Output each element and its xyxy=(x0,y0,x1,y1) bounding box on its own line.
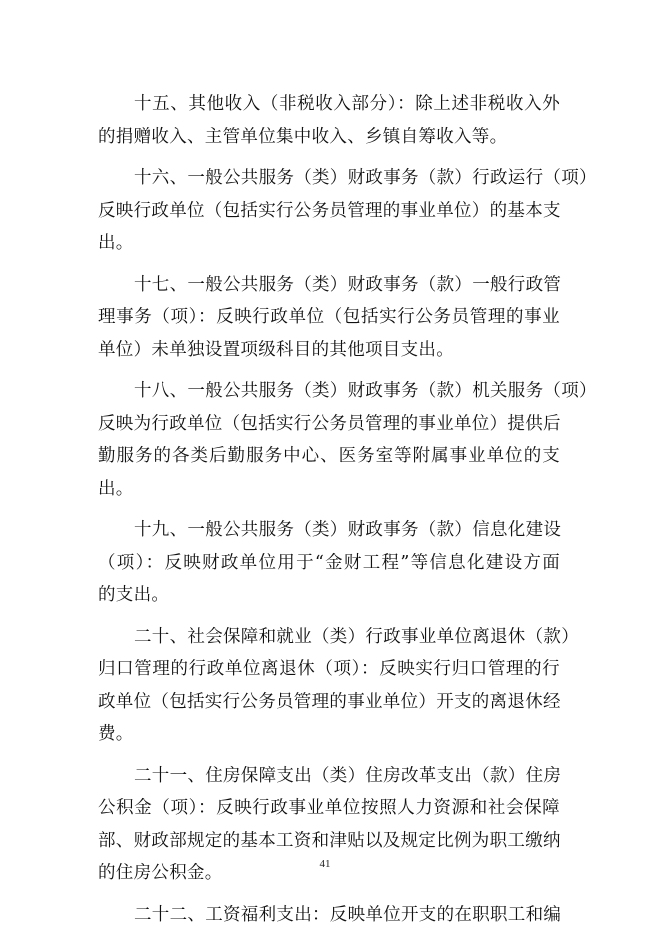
paragraph-20 xyxy=(98,621,579,751)
text-line: 十五、其他收入（非税收入部分）：除上述非税收入外 xyxy=(134,94,560,114)
text-line: 二十、社会保障和就业（类）行政事业单位离退休（款） xyxy=(134,626,579,647)
text-line: 部、财政部规定的基本工资和津贴以及规定比例为职工缴纳 xyxy=(98,830,561,851)
text-line: 理事务（项）：反映行政单位（包括实行公务员管理的事业 xyxy=(98,307,560,327)
text-line: 的支出。 xyxy=(98,585,170,605)
text-line: 公积金（项）：反映行政事业单位按照人力资源和社会保障 xyxy=(98,798,560,818)
text-line: 反映为行政单位（包括实行公务员管理的事业单位）提供后 xyxy=(98,413,561,434)
text-line: 勤服务的各类后勤服务中心、医务室等附属事业单位的支 xyxy=(98,446,560,466)
text-line: 反映行政单位（包括实行公务员管理的事业单位）的基本支 xyxy=(98,200,561,221)
paragraph-18 xyxy=(98,375,597,505)
text-line: 十六、一般公共服务（类）财政事务（款）行政运行（项） xyxy=(134,168,597,188)
paragraph-21 xyxy=(98,760,560,890)
page-number: 41 xyxy=(319,858,331,870)
paragraph-22 xyxy=(98,899,560,932)
text-line: 费。 xyxy=(98,724,134,744)
text-line: 的捐赠收入、主管单位集中收入、乡镇自筹收入等。 xyxy=(98,126,508,147)
text-line: （项）：反映财政单位用于“金财工程”等信息化建设方面 xyxy=(98,552,560,573)
paragraph-16 xyxy=(98,162,597,260)
text-line: 出。 xyxy=(98,233,134,253)
text-line: 二十二、工资福利支出：反映单位开支的在职职工和编 xyxy=(134,904,562,925)
text-line: 十八、一般公共服务（类）财政事务（款）机关服务（项） xyxy=(134,381,597,401)
document-body xyxy=(98,88,597,940)
text-line: 归口管理的行政单位离退休（项）：反映实行归口管理的行 xyxy=(98,659,560,679)
text-line: 十七、一般公共服务（类）财政事务（款）一般行政管 xyxy=(134,274,562,295)
text-line: 单位）未单独设置项级科目的其他项目支出。 xyxy=(98,339,454,360)
paragraph-17 xyxy=(98,269,560,367)
text-line: 二十一、住房保障支出（类）住房改革支出（款）住房 xyxy=(134,765,562,786)
text-line: 十九、一般公共服务（类）财政事务（款）信息化建设 xyxy=(134,520,562,540)
paragraph-15 xyxy=(98,88,560,153)
text-line: 出。 xyxy=(98,478,134,499)
text-line: 政单位（包括实行公务员管理的事业单位）开支的离退休经 xyxy=(98,691,561,712)
text-line: 的住房公积金。 xyxy=(98,863,223,883)
paragraph-19 xyxy=(98,514,560,612)
